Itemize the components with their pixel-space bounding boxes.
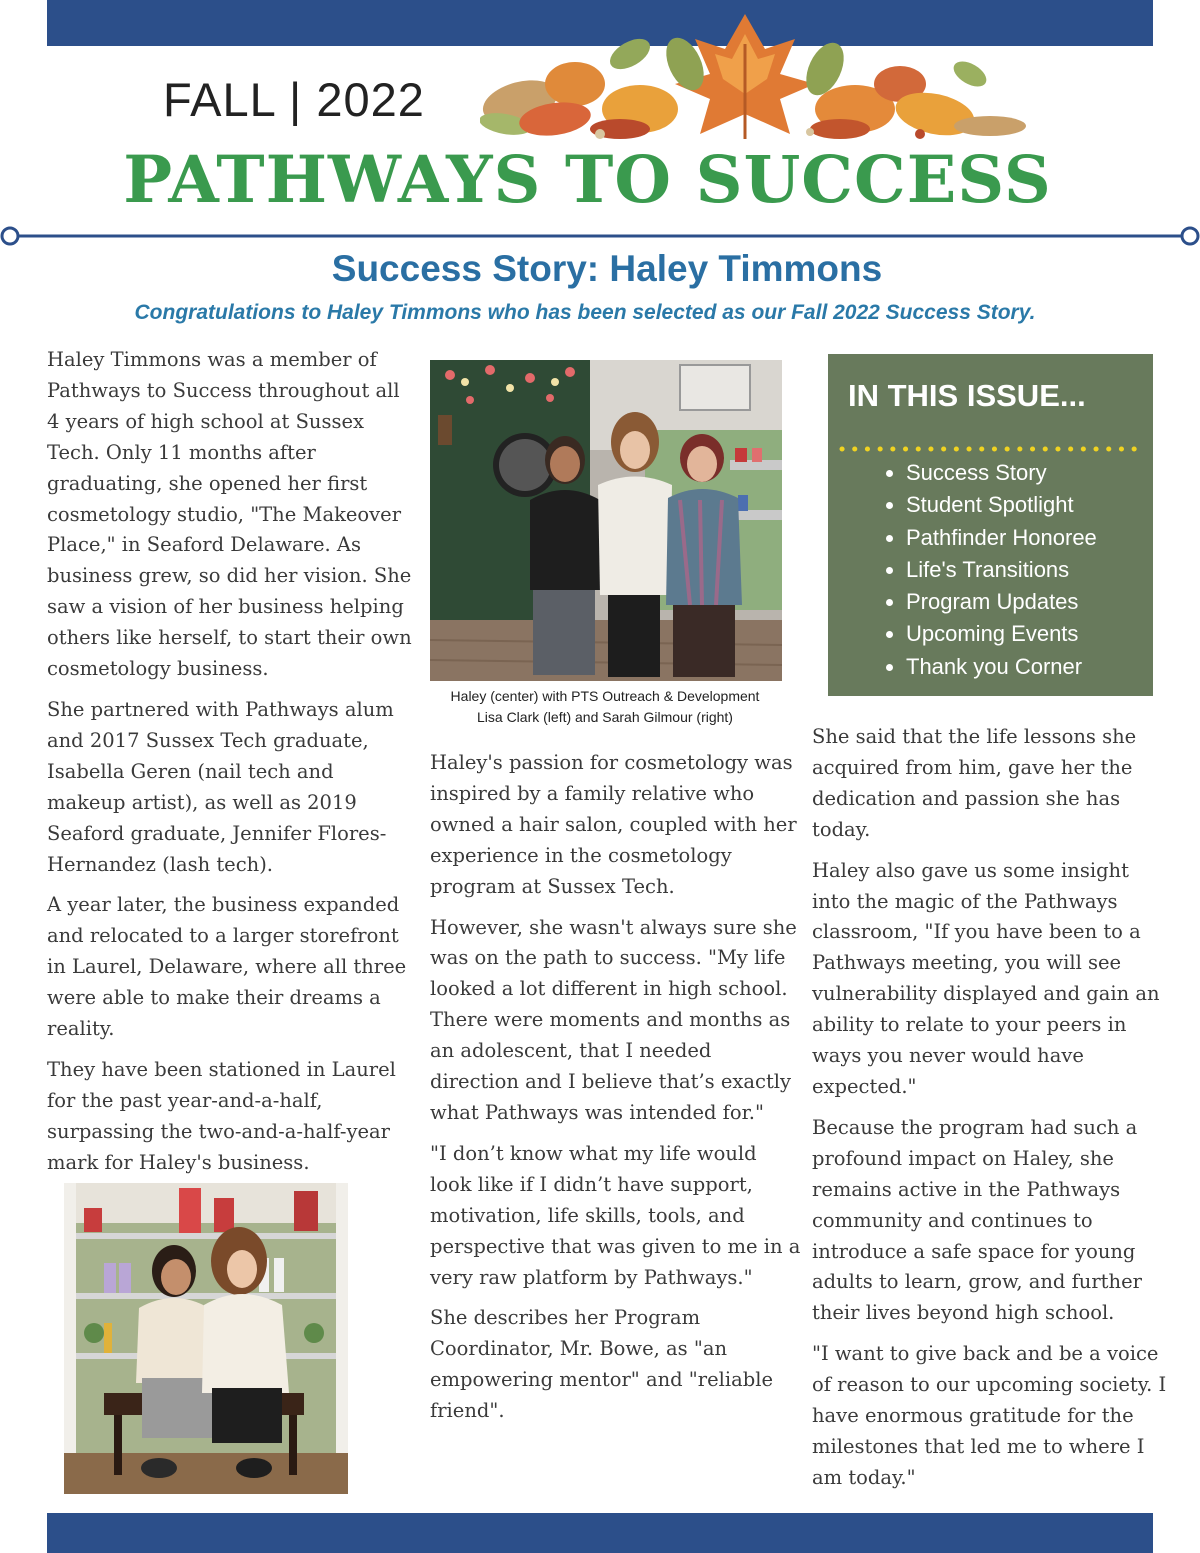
- issue-label: FALL | 2022: [163, 73, 425, 126]
- paragraph: She describes her Program Coordinator, Mr. Bowe, as "an empowering mentor" and "reliable friend".: [430, 1306, 773, 1423]
- list-item: • Life's Transitions: [906, 554, 1097, 586]
- paragraph: She partnered with Pathways alum and 2017 Sussex Tech graduate, Isabella Geren (nail tech and makeup artist), as well as 2019 Seaford graduate, Jennifer Flores-Hernandez (lash tech).: [47, 697, 394, 876]
- paragraph: However, she wasn't always sure she was on the path to success. "My life looked a lot different in high school. There were moments and months as an adolescent, that I needed direction and I believe that’s exactly what Pathways was intended for.": [430, 915, 797, 1124]
- in-this-issue-title: IN THIS ISSUE...: [848, 378, 1086, 413]
- issue-contents-list: [856, 457, 1097, 683]
- paragraph: Haley Timmons was a member of Pathways to Success throughout all 4 years of high school at Sussex Tech. Only 11 months after graduating, she opened her first cosmetology studio, "The Makeover Place," in Seaford Delaware. As business grew, so did her vision. She saw a vision of her business helping others like herself, to start their own cosmetology business.: [47, 348, 412, 681]
- story-title: Success Story: Haley Timmons: [331, 248, 883, 289]
- list-item: • Success Story: [906, 457, 1097, 489]
- paragraph: Haley's passion for cosmetology was inspired by a family relative who owned a hair salon, coupled with her experience in the cosmetology program at Sussex Tech.: [430, 751, 797, 898]
- title-divider: [0, 222, 1200, 250]
- salon-duo-photo: [64, 1183, 348, 1494]
- list-item: • Program Updates: [906, 586, 1097, 618]
- salon-group-photo: [430, 360, 782, 681]
- paragraph: "I don’t know what my life would look like if I didn’t have support, motivation, life skills, tools, and perspective that was given to me in a very raw platform by Pathways.": [430, 1141, 801, 1289]
- list-item: • Pathfinder Honoree: [906, 522, 1097, 554]
- paragraph: They have been stationed in Laurel for the past year-and-a-half, surpassing the two-and-a-half-year mark for Haley's business.: [47, 1057, 396, 1174]
- column-3: [812, 722, 1167, 1504]
- caption-line: Haley (center) with PTS Outreach & Development: [450, 688, 760, 704]
- newsletter-title: PATHWAYS TO SUCCESS: [123, 142, 1052, 218]
- photo-caption: [420, 686, 790, 728]
- story-subtitle: Congratulations to Haley Timmons who has been selected as our Fall 2022 Success Story.: [134, 301, 1036, 324]
- paragraph: A year later, the business expanded and relocated to a larger storefront in Laurel, Delaware, where all three were able to make their dreams a reality.: [47, 893, 407, 1041]
- list-item: • Student Spotlight: [906, 489, 1097, 521]
- paragraph: "I want to give back and be a voice of reason to our upcoming society. I have enormous gratitude for the milestones that led me to where I am today.": [812, 1342, 1167, 1489]
- paragraph: Because the program had such a profound impact on Haley, she remains active in the Pathways community and continues to introduce a safe space for young adults to learn, grow, and further their lives beyond high school.: [812, 1115, 1142, 1325]
- autumn-leaves-illustration: [480, 14, 1040, 142]
- bottom-band: [47, 1513, 1153, 1553]
- paragraph: She said that the life lessons she acquired from him, gave her the dedication and passion she has today.: [812, 725, 1137, 841]
- list-item: • Thank you Corner: [906, 651, 1097, 683]
- dotted-divider: [838, 438, 1143, 446]
- column-2: [430, 748, 802, 1437]
- caption-line: Lisa Clark (left) and Sarah Gilmour (right): [477, 709, 733, 725]
- column-1: [47, 345, 417, 1189]
- list-item: • Upcoming Events: [906, 618, 1097, 650]
- in-this-issue-box: [828, 354, 1153, 696]
- paragraph: Haley also gave us some insight into the magic of the Pathways classroom, "If you have been to a Pathways meeting, you will see vulnerability displayed and gain an ability to relate to your peers in ways you never would have expected.": [812, 858, 1160, 1098]
